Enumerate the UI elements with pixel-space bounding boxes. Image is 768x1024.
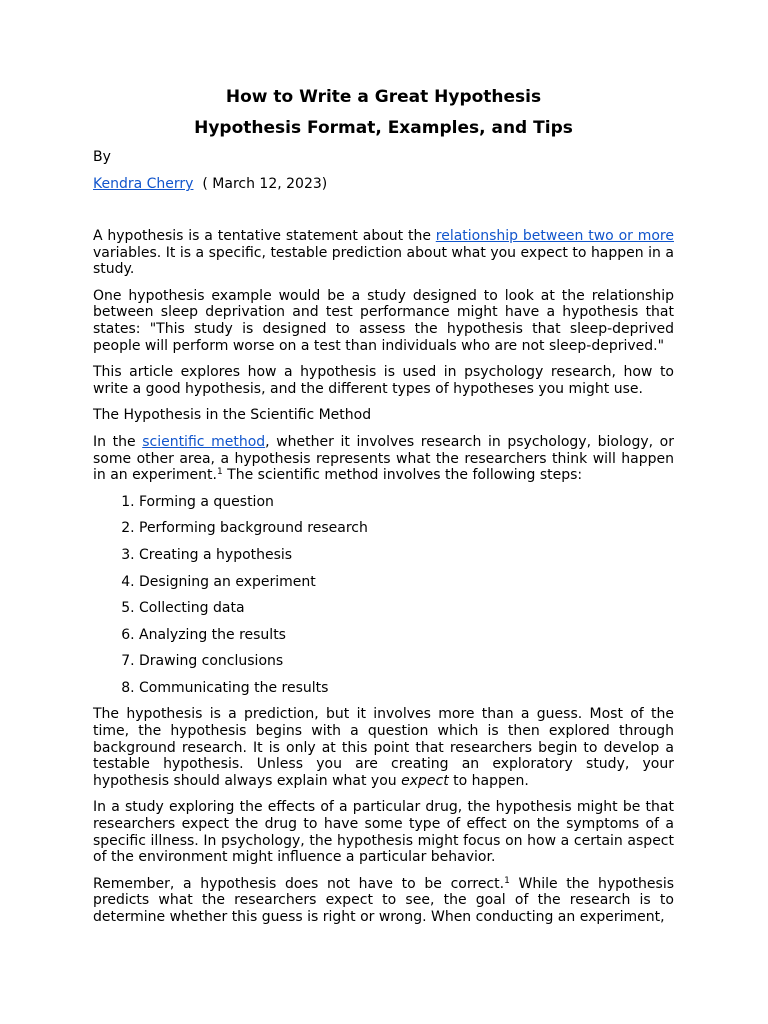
relationship-link[interactable]: relationship between two or more [435,228,674,244]
list-item: 6. Analyzing the results [139,627,674,644]
citation-marker: 1 [216,467,223,478]
citation-marker: 1 [504,875,510,886]
list-item: 4. Designing an experiment [139,574,674,591]
list-item: 8. Communicating the results [139,680,674,697]
paragraph-drug-study: In a study exploring the effects of a particular drug, the hypothesis might be that researchers expect the drug to have some type of effect on the symptoms of a specific illness. In psychology, the hypothesis might focus on how a certain aspect of the environment might influence a particular behavior. [93,799,674,866]
paragraph-example: One hypothesis example would be a study designed to look at the relationship between sleep deprivation and test performance might have a hypothesis that states: "This study is designed to assess the hypothesis that sleep-deprived people will perform worse on a test than individuals who are not sleep-deprived." [93,287,674,354]
byline [93,176,327,193]
article-title: How to Write a Great Hypothesis [225,87,542,107]
paragraph-definition: A hypothesis is a tentative statement about the relationship between two or more variables. It is a specific, testable prediction about what you expect to happen in a study. [93,228,674,278]
article-subtitle: Hypothesis Format, Examples, and Tips [194,118,573,138]
steps-list [93,494,674,697]
article-body [93,228,674,936]
list-item: 5. Collecting data [139,600,674,617]
author-link[interactable]: Kendra Cherry [93,176,194,192]
scientific-method-link[interactable]: scientific method [142,433,266,450]
section-heading: The Hypothesis in the Scientific Method [93,407,372,424]
byline-label: By [93,149,111,165]
publish-date: ( March 12, 2023) [202,176,328,192]
list-item: 1. Forming a question [139,494,674,511]
list-item: 3. Creating a hypothesis [139,547,674,564]
paragraph-overview: This article explores how a hypothesis is used in psychology research, how to write a good hypothesis, and the different types of hypotheses you might use. [93,364,674,397]
list-item: 7. Drawing conclusions [139,653,674,670]
list-item: 2. Performing background research [139,520,674,537]
paragraph-correctness: Remember, a hypothesis does not have to be correct.$^1$ While the hypothesis predicts what the researchers expect to see, the goal of the research is to determine whether this guess is right or wrong. When conducting an experiment, [93,875,675,925]
paragraph-prediction: The hypothesis is a prediction, but it involves more than a guess. Most of the time, the hypothesis begins with a question which is then explored through background research. It is only at this point that researchers begin to develop a testable hypothesis. Unless you are creating an exploratory study, your hypothesis should always explain what you expect to happen. [93,706,674,789]
paragraph-scientific-method: In the scientific method, whether it involves research in psychology, biology, or some other area, a hypothesis represents what the researchers think will happen in an experiment.$^1$ The scientific method involves the following steps: [93,433,674,484]
